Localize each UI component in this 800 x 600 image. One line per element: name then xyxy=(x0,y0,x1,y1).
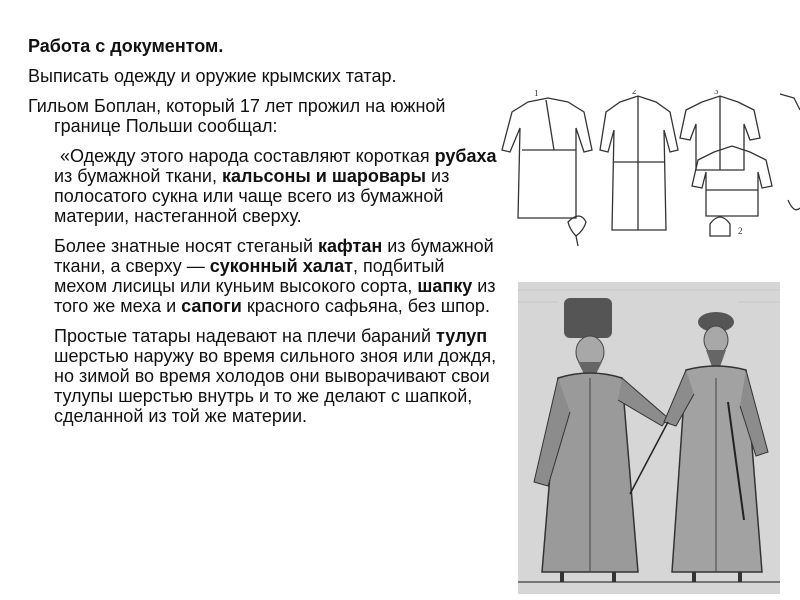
tatar-engraving-svg xyxy=(518,282,780,594)
figure-number-2: 2 xyxy=(632,90,637,96)
slide-title: Работа с документом. xyxy=(28,36,224,56)
keyword-robe: суконный халат xyxy=(209,256,353,276)
quote-paragraph-3: Простые татары надевают на плечи бараний тулуп шерстью наружу во время сильного зноя или дождя, но зимой во время холодов они выворачивают свои тулупы шерстью внутрь и то же делают с шапкой, сделанной из той же материи. xyxy=(54,326,497,426)
keyword-shirt: рубаха xyxy=(434,146,497,166)
intro-line: Гильом Боплан, который 17 лет прожил на южной границе Польши сообщал: xyxy=(28,96,446,136)
figure-number-3: 3 xyxy=(714,90,719,96)
keyword-sheepskin-coat: тулуп xyxy=(436,326,488,346)
quote-paragraph-2: Более знатные носят стеганый кафтан из бумажной ткани, а сверху — суконный халат, подбитый мехом лисицы или куньим высокого сорта, шапку из того же меха и сапоги красного сафьяна, без шпор. xyxy=(54,236,496,316)
quote-paragraph-1: «Одежду этого народа составляют короткая рубаха из бумажной ткани, кальсоны и шаровары из полосатого сукна или чаще всего из бумажной материи, настеганной сверху. xyxy=(54,146,497,226)
keyword-kaftan: кафтан xyxy=(318,236,383,256)
clothing-drawings-svg xyxy=(488,90,800,250)
keyword-hat: шапку xyxy=(417,276,473,296)
figure-number-cap: 2 xyxy=(738,226,743,236)
document-text xyxy=(28,36,498,436)
keyword-trousers: кальсоны и шаровары xyxy=(221,166,427,186)
keyword-boots: сапоги xyxy=(181,296,242,316)
task-line: Выписать одежду и оружие крымских татар. xyxy=(28,66,397,86)
tatar-engraving-figure xyxy=(518,282,780,594)
figure-number-1: 1 xyxy=(534,90,539,98)
clothing-drawings-figure xyxy=(488,90,800,250)
